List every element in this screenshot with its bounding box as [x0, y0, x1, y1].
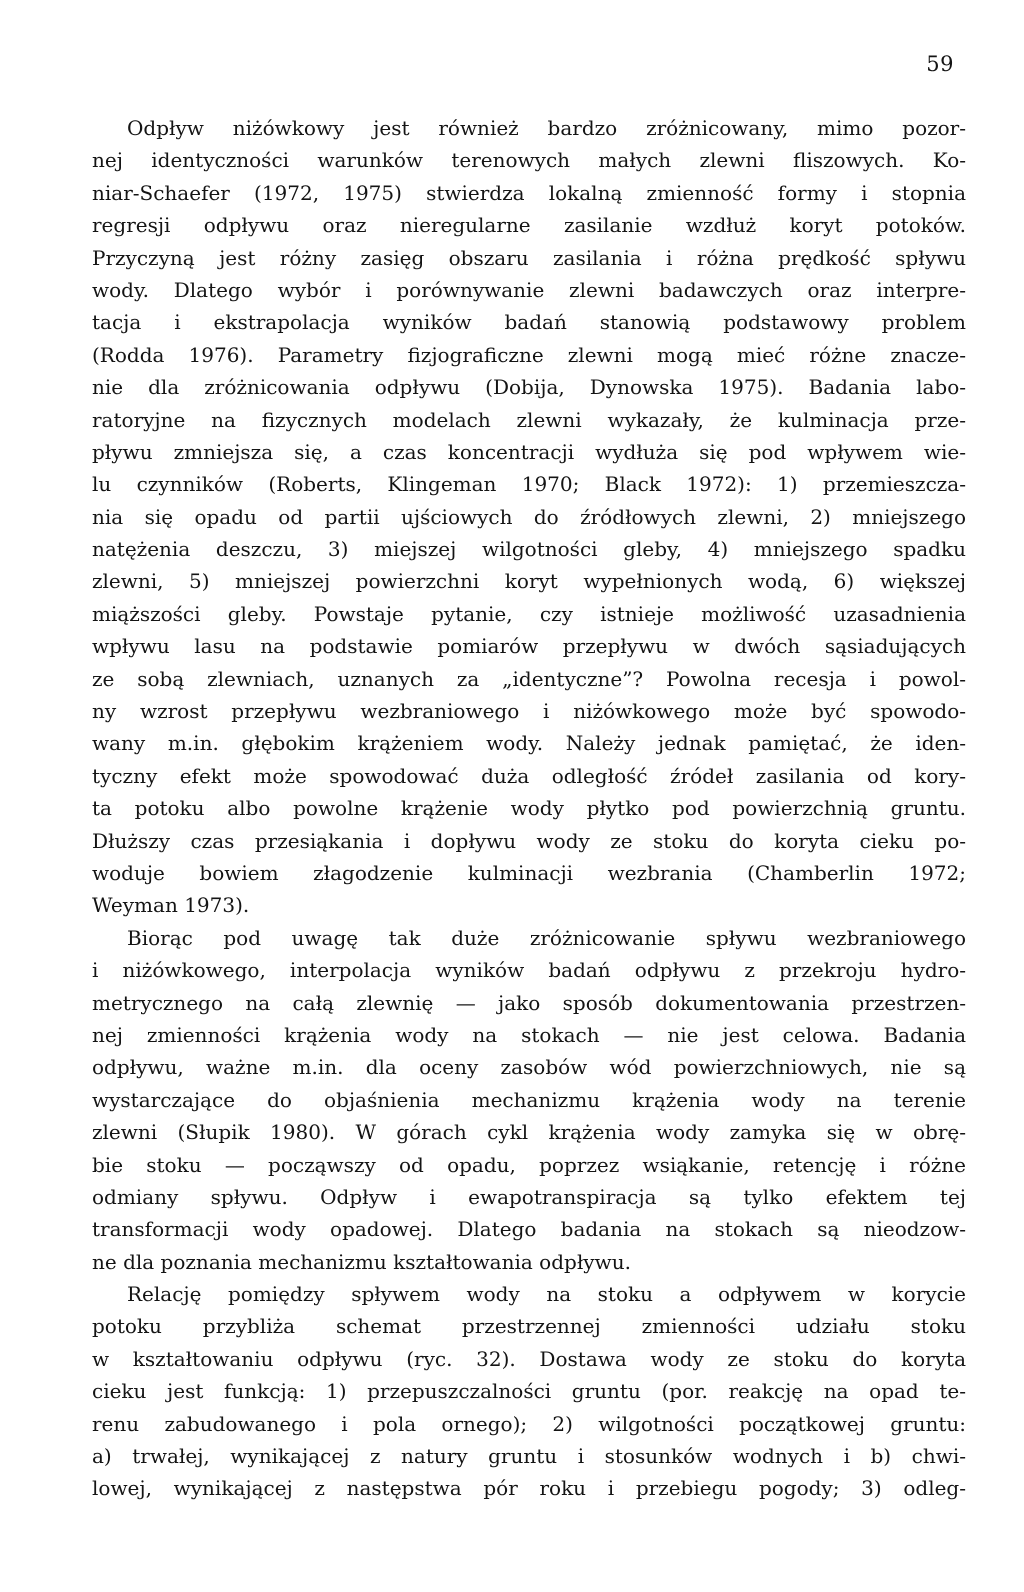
text-line: ratoryjne na fizycznych modelach zlewni wykazały, że kulminacja prze-	[92, 407, 966, 432]
text-line: Relację pomiędzy spływem wody na stoku a odpływem w korycie	[127, 1282, 966, 1307]
text-line: Biorąc pod uwagę tak duże zróżnicowanie spływu wezbraniowego	[127, 925, 966, 950]
text-line: miąższości gleby. Powstaje pytanie, czy istnieje możliwość uzasadnienia	[92, 601, 966, 626]
text-line: lu czynników (Roberts, Klingeman 1970; Black 1972): 1) przemieszcza-	[92, 472, 966, 497]
text-line: nej zmienności krążenia wody na stokach — nie jest celowa. Badania	[92, 1022, 966, 1047]
text-line: ze sobą zlewniach, uznanych za „identyczne”? Powolna recesja i powol-	[92, 666, 966, 691]
text-line: Dłuższy czas przesiąkania i dopływu wody ze stoku do koryta cieku po-	[92, 828, 966, 853]
text-line: ny wzrost przepływu wezbraniowego i niżówkowego może być spowodo-	[92, 699, 966, 724]
text-line: zlewni (Słupik 1980). W górach cykl krążenia wody zamyka się w obrę-	[92, 1120, 966, 1145]
text-line: Przyczyną jest różny zasięg obszaru zasilania i różna prędkość spływu	[92, 245, 966, 270]
text-line: potoku przybliża schemat przestrzennej zmienności udziału stoku	[92, 1314, 966, 1339]
text-line: a) trwałej, wynikającej z natury gruntu i stosunków wodnych i b) chwi-	[92, 1444, 966, 1469]
text-line: ne dla poznania mechanizmu kształtowania odpływu.	[92, 1249, 631, 1274]
text-line: (Rodda 1976). Parametry fizjograficzne zlewni mogą mieć różne znacze-	[92, 342, 966, 367]
text-line: cieku jest funkcją: 1) przepuszczalności gruntu (por. reakcję na opad te-	[92, 1379, 966, 1404]
text-line: tyczny efekt może spowodować duża odległość źródeł zasilania od kory-	[92, 763, 966, 788]
text-line: niar-Schaefer (1972, 1975) stwierdza lokalną zmienność formy i stopnia	[92, 180, 966, 205]
text-line: tacja i ekstrapolacja wyników badań stanowią podstawowy problem	[92, 310, 966, 335]
text-line: wany m.in. głębokim krążeniem wody. Należy jednak pamiętać, że iden-	[92, 731, 966, 756]
text-line: odpływu, ważne m.in. dla oceny zasobów wód powierzchniowych, nie są	[92, 1055, 966, 1080]
text-line: odmiany spływu. Odpływ i ewapotranspiracja są tylko efektem tej	[92, 1184, 966, 1209]
text-line: wody. Dlatego wybór i porównywanie zlewni badawczych oraz interpre-	[92, 277, 966, 302]
text-line: lowej, wynikającej z następstwa pór roku i przebiegu pogody; 3) odleg-	[92, 1476, 966, 1501]
text-line: nia się opadu od partii ujściowych do źródłowych zlewni, 2) mniejszego	[92, 504, 966, 529]
text-line: wystarczające do objaśnienia mechanizmu krążenia wody na terenie	[92, 1087, 966, 1112]
text-line: i niżówkowego, interpolacja wyników badań odpływu z przekroju hydro-	[92, 958, 966, 983]
text-line: bie stoku — począwszy od opadu, poprzez wsiąkanie, retencję i różne	[92, 1152, 966, 1177]
text-line: natężenia deszczu, 3) miejszej wilgotności gleby, 4) mniejszego spadku	[92, 537, 966, 562]
body-text	[92, 112, 966, 1505]
text-line: zlewni, 5) mniejszej powierzchni koryt wypełnionych wodą, 6) większej	[92, 569, 966, 594]
text-line: renu zabudowanego i pola ornego); 2) wilgotności początkowej gruntu:	[92, 1411, 966, 1436]
text-line: Odpływ niżówkowy jest również bardzo zróżnicowany, mimo pozor-	[127, 116, 966, 140]
page-number: 59	[926, 52, 954, 76]
text-line: pływu zmniejsza się, a czas koncentracji wydłuża się pod wpływem wie-	[92, 439, 966, 464]
text-line: nej identyczności warunków terenowych małych zlewni fliszowych. Ko-	[92, 148, 966, 173]
text-line: wpływu lasu na podstawie pomiarów przepływu w dwóch sąsiadujących	[92, 634, 966, 659]
text-line: Weyman 1973).	[92, 893, 250, 918]
text-line: metrycznego na całą zlewnię — jako sposób dokumentowania przestrzen-	[92, 990, 966, 1015]
text-line: transformacji wody opadowej. Dlatego badania na stokach są nieodzow-	[92, 1217, 966, 1242]
text-line: ta potoku albo powolne krążenie wody płytko pod powierzchnią gruntu.	[92, 796, 966, 821]
text-line: woduje bowiem złagodzenie kulminacji wezbrania (Chamberlin 1972;	[92, 860, 966, 885]
text-line: w kształtowaniu odpływu (ryc. 32). Dostawa wody ze stoku do koryta	[92, 1346, 966, 1371]
text-line: regresji odpływu oraz nieregularne zasilanie wzdłuż koryt potoków.	[92, 213, 966, 238]
text-line: nie dla zróżnicowania odpływu (Dobija, Dynowska 1975). Badania labo-	[92, 375, 966, 400]
